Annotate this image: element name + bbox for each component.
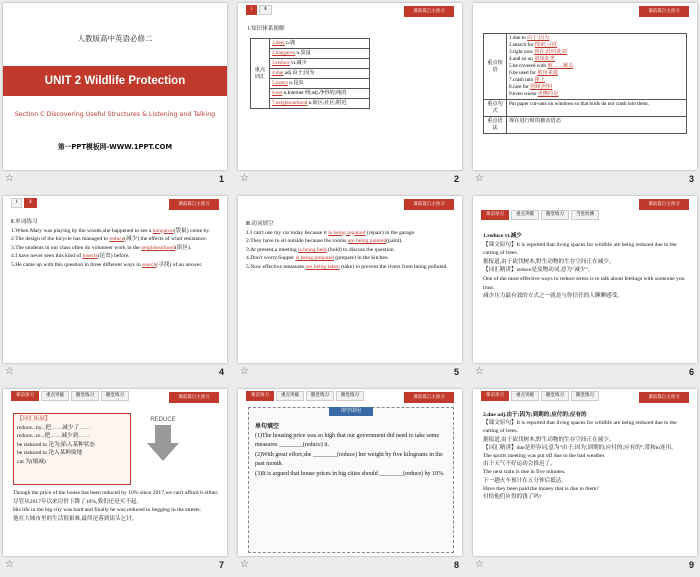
vocab-word: 4.due	[272, 70, 284, 76]
star-icon[interactable]: ☆	[5, 173, 14, 184]
slide-thumb-3[interactable]	[470, 0, 700, 189]
slide-thumb-4[interactable]	[0, 193, 230, 382]
slide-number: 9	[688, 560, 694, 570]
phrase-answer: 现在;此时此刻	[534, 49, 567, 55]
slide-footer	[4, 559, 226, 573]
practice-body	[255, 422, 447, 479]
phrase-answer: 由于;因为	[527, 35, 550, 41]
vocab-table	[250, 38, 370, 109]
lesson-line: 付给他们应得的钱了吗?	[483, 494, 542, 501]
lesson-line: 【词汇精讲】due是形容词,意为"由于;因为;到期的;应付的;应有的",常和to连用。	[483, 444, 677, 451]
slide-footer	[4, 366, 226, 380]
exercise-body	[246, 220, 454, 272]
star-icon[interactable]: ☆	[475, 173, 484, 184]
slide-canvas	[473, 3, 697, 170]
unit-banner	[3, 66, 227, 96]
vocab-meaning: n.昆虫	[289, 80, 304, 86]
phrase-text: 2.search for	[509, 42, 535, 48]
answer-fill: are being painted	[347, 238, 387, 245]
answer-fill: insects	[82, 253, 98, 260]
lesson-line: 据报道,由于砍伐树木,野生动物的生存空间正在减少。	[483, 436, 615, 443]
tab-exercise[interactable]: 随堂练习	[571, 391, 599, 401]
star-icon[interactable]: ☆	[475, 559, 484, 570]
tab-practice[interactable]: 随堂练习	[71, 391, 99, 401]
phrase-text: 6.be used for	[509, 70, 538, 76]
section-tag: 课前篇自主预习	[169, 392, 219, 403]
slide-number: 7	[218, 560, 224, 570]
exercise-line: 5.He came up with this question in three different ways in search(寻找) of an answer.	[11, 261, 203, 268]
exercise-line: 4.I have never seen this kind of insects(昆虫) before.	[11, 253, 130, 260]
section-heading: Ⅲ.动词填空	[246, 221, 274, 227]
tab-practice[interactable]: 随堂练习	[541, 391, 569, 401]
slide-canvas	[473, 196, 697, 363]
tab-exercise[interactable]: 随堂练习	[336, 391, 364, 401]
lesson-line: 据报道,由于砍伐树木,野生动物的生存空间正在减少。	[483, 258, 615, 265]
slide-thumb-8[interactable]	[235, 386, 465, 575]
tab-2[interactable]: Ⅱ	[24, 198, 36, 208]
star-icon[interactable]: ☆	[240, 173, 249, 184]
vocab-word: 5.insect	[272, 80, 288, 86]
section-tag: 课前篇自主预习	[639, 6, 689, 17]
tab-1[interactable]: Ⅰ	[246, 5, 257, 15]
answer-fill: are being taken	[305, 263, 340, 270]
slide-number: 2	[453, 174, 459, 184]
vocab-word: 6.net	[272, 90, 283, 96]
vocab-word: 3.reduce	[272, 60, 290, 66]
phrase-label: 重点短语	[484, 34, 507, 100]
section-tag: 课前篇自主预习	[639, 199, 689, 210]
phrase-table	[483, 33, 687, 134]
slide-footer	[474, 366, 696, 380]
slide-canvas	[238, 196, 462, 363]
arrow-label: REDUCE	[150, 417, 176, 423]
vocab-word: 7.neighbourhood	[272, 100, 308, 106]
answer-fill: is being repaired	[328, 229, 366, 236]
exercise-line: 1.I can't use my car today because it is being repaired (repair) in the garage.	[246, 229, 416, 236]
vocab-word: 1.deer	[272, 40, 285, 46]
tab-1[interactable]: Ⅰ	[11, 198, 22, 208]
phrase-answer: 被……覆盖	[547, 63, 574, 69]
section-tabs	[11, 198, 37, 208]
lesson-line: 2.due adj.由于;因为;到期的;应付的;应有的	[483, 412, 587, 418]
tab-focus[interactable]: 重点突破	[511, 391, 539, 401]
star-icon[interactable]: ☆	[5, 366, 14, 377]
phrase-answer: 被用来做	[537, 70, 559, 76]
slide-footer	[4, 173, 226, 187]
vocab-meaning: n.袋鼠	[296, 50, 311, 56]
exercise-line: 2.They have to sit outside because the rooms are being painted(paint).	[246, 238, 403, 245]
vocab-word: 2.kangaroo	[272, 50, 296, 56]
expansion-title: 【词汇拓展】	[17, 416, 51, 422]
slide-canvas	[238, 389, 462, 556]
answer-fill: search	[142, 261, 157, 268]
practice-heading: 单句填空	[255, 423, 280, 430]
lesson-line: 【课文原句】It is reported that living spaces for wildlife are being reduced due to the cutting of trees.	[483, 420, 677, 435]
slide-thumb-7[interactable]	[0, 386, 230, 575]
slide-footer	[474, 559, 696, 573]
tab-preview[interactable]: 课前预习	[11, 391, 39, 401]
tab-practice[interactable]: 随堂练习	[306, 391, 334, 401]
slide-footer	[474, 173, 696, 187]
answer-fill: is being prepared	[295, 255, 334, 262]
tab-focus[interactable]: 重点突破	[41, 391, 69, 401]
slide-number: 4	[218, 367, 224, 377]
vocab-meaning: vt.减少	[291, 60, 307, 66]
slide-title: 人教版高中英语必修二	[77, 34, 153, 43]
reduce-arrow-icon	[143, 417, 183, 467]
practice-item: (3)It is argued that house prices in big cities should ________(reduce) by 10%.	[255, 470, 445, 477]
slide-number: 6	[688, 367, 694, 377]
site-watermark: 第一PPT模板网-WWW.1PPT.COM	[57, 143, 173, 151]
sentence-label: 重点句式	[484, 100, 507, 117]
slide-canvas	[238, 3, 462, 170]
section-tag: 课前篇自主预习	[404, 199, 454, 210]
tab-preview[interactable]: 课前预习	[481, 391, 509, 401]
lesson-line: The next train is due in five minutes.	[483, 469, 566, 476]
tab-preview[interactable]: 课前预习	[481, 210, 509, 220]
practice-banner: 即学即用	[329, 407, 373, 416]
slide-thumb-1[interactable]	[0, 0, 230, 189]
answer-fill: neighbourhood	[141, 244, 176, 251]
lesson-line: 减少压力最有效的方式之一就是与你信任的人聊聊感受。	[483, 293, 623, 300]
tab-preview[interactable]: 课前预习	[246, 391, 274, 401]
phrase-text: 9.even worse	[509, 91, 538, 97]
lesson-line: One of the most effective ways to reduce stress is to talk about feelings with someone you trust.	[483, 275, 685, 291]
lesson-line: 由于天气不好运动会推迟了。	[483, 461, 556, 468]
slide-number: 3	[688, 174, 694, 184]
exercise-line: 2.The design of the bicycle has managed to reduce(减少) the effects of wind resistance.	[11, 236, 208, 243]
slide-thumb-2[interactable]	[235, 0, 465, 189]
star-icon[interactable]: ☆	[240, 366, 249, 377]
grammar-label: 重点语法	[484, 117, 507, 134]
lesson-body	[483, 411, 689, 501]
answer-fill: kangaroo	[152, 227, 174, 234]
tab-focus[interactable]: 重点突破	[276, 391, 304, 401]
section-tabs	[246, 391, 364, 401]
tab-exercise[interactable]: 随堂练习	[101, 391, 129, 401]
vocab-meaning: n.鹿	[286, 40, 296, 46]
lesson-line: 1.reduce vt.减少	[483, 233, 522, 239]
phrase-answer: 更糟的是	[537, 91, 559, 97]
phrase-text: 4.and so on	[509, 56, 535, 62]
slide-number: 8	[453, 560, 459, 570]
section-tabs	[246, 5, 272, 15]
exercise-line: 3.The students in our class often do volunteer work in the neighbourhood(街区).	[11, 244, 192, 251]
slide-canvas	[473, 389, 697, 556]
lesson-line: 下一趟火车预计在五分钟后抵达。	[483, 477, 567, 484]
lesson-line: 【课文原句】It is reported that living spaces for wildlife are being reduced due to the cutting of trees.	[483, 241, 677, 257]
phrase-answer: 搜索;寻找	[534, 42, 557, 48]
slide-thumb-5[interactable]	[235, 193, 465, 382]
slide-number: 5	[453, 367, 459, 377]
practice-item: (1)The housing price was so high that our government did need to take some measures ________(reduce) it.	[255, 432, 440, 448]
slide-canvas	[3, 389, 227, 556]
tab-check[interactable]: 当堂检测	[571, 210, 599, 220]
tab-practice[interactable]: 随堂练习	[541, 210, 569, 220]
key-grammar: 现在进行时的被动语态	[507, 117, 687, 134]
lesson-line: Have they been paid the money that is due to them?	[483, 485, 599, 492]
section-tabs	[481, 210, 599, 220]
answer-fill: reduce	[109, 236, 125, 243]
slide-footer	[239, 366, 461, 380]
star-icon[interactable]: ☆	[240, 559, 249, 570]
phrase-answer: 撞上	[534, 77, 545, 83]
section-subtitle: Section C Discovering Useful Structures & Listening and Talking	[14, 111, 216, 118]
section-tabs	[481, 391, 599, 401]
exercise-line: 4.Don't worry.Supper is being prepared (prepare) in the kitchen.	[246, 255, 390, 262]
example-body: Though the price of the house has been reduced by 10% since 2017,we can't afford it either. 尽管从2017年以来房价下降了10%,我们还是买不起。 His life in the big city was hard and finally he was reduced to begging in the streets. 他在大城市里的生活很艰难,最终沦落到街头乞讨。	[13, 490, 219, 522]
vocab-meaning: n.Internet 网;adj.净得的;纯的	[283, 90, 347, 96]
section-heading: Ⅰ.知识体系图解	[248, 26, 285, 32]
phrase-text: 8.care for	[509, 84, 531, 90]
exercise-line: 1.When Mary was playing by the woods,she happened to see a kangaroo(袋鼠) come by.	[11, 227, 211, 234]
answer-fill: is being held	[298, 246, 327, 253]
practice-item: (2)With great effort,she ________(reduce) her weight by five kilograms in the past month.	[255, 451, 443, 467]
exercise-line: 5.Now effective measures are being taken (take) to prevent the rivers from being polluted.	[246, 263, 448, 270]
slide-canvas	[3, 3, 227, 170]
vocab-meaning: adj.由于;因为	[284, 70, 315, 76]
section-tag: 课前篇自主预习	[404, 392, 454, 403]
phrase-text: 3.right now	[509, 49, 535, 55]
slide-thumb-9[interactable]	[470, 386, 700, 575]
slide-footer	[239, 559, 461, 573]
phrase-answer: 照顾;照料	[530, 84, 553, 90]
vocab-meaning: n.街区;社区;附近	[308, 100, 347, 106]
expansion-box	[13, 413, 131, 485]
phrase-answer: 诸如此类	[534, 56, 555, 62]
section-tag: 课前篇自主预习	[639, 392, 689, 403]
tab-2[interactable]: Ⅱ	[259, 5, 271, 15]
slide-footer	[239, 173, 461, 187]
phrase-text: 1.due to	[509, 35, 528, 41]
practice-box	[248, 407, 454, 553]
key-sentence: Put paper cut-outs on windows so that birds do not crash into them.	[507, 100, 687, 117]
unit-title: UNIT 2 Wildlife Protection	[44, 75, 186, 87]
phrase-text: 7.crash into	[509, 77, 535, 83]
lesson-line: 【词汇精讲】reduce是及物动词,意为"减少"。	[483, 267, 594, 274]
star-icon[interactable]: ☆	[5, 559, 14, 570]
section-tabs	[11, 391, 129, 401]
star-icon[interactable]: ☆	[475, 366, 484, 377]
phrase-text: 5.be covered with	[509, 63, 548, 69]
expansion-text: 【词汇拓展】 reduce...by...把……减少了…… reduce...to...把……减少到…… be reduced to 沦为;陷入某种状态 be reduced to 沦入某种境地 cut 为(缩减)	[17, 415, 127, 467]
lesson-line: The sports meeting was put off due to the bad weather.	[483, 453, 606, 460]
slide-canvas	[3, 196, 227, 363]
section-tag: 课前篇自主预习	[404, 6, 454, 17]
lesson-body	[483, 232, 689, 301]
exercise-line: 3.At present,a meeting is being held (hold) to discuss the question.	[246, 246, 396, 253]
vocab-label: 重点词汇	[251, 39, 270, 109]
tab-focus[interactable]: 重点突破	[511, 210, 539, 220]
section-tag: 课前篇自主预习	[169, 199, 219, 210]
slide-number: 1	[218, 174, 224, 184]
section-heading: Ⅱ.单词练习	[11, 219, 38, 225]
exercise-body	[11, 218, 219, 270]
slide-thumb-6[interactable]	[470, 193, 700, 382]
